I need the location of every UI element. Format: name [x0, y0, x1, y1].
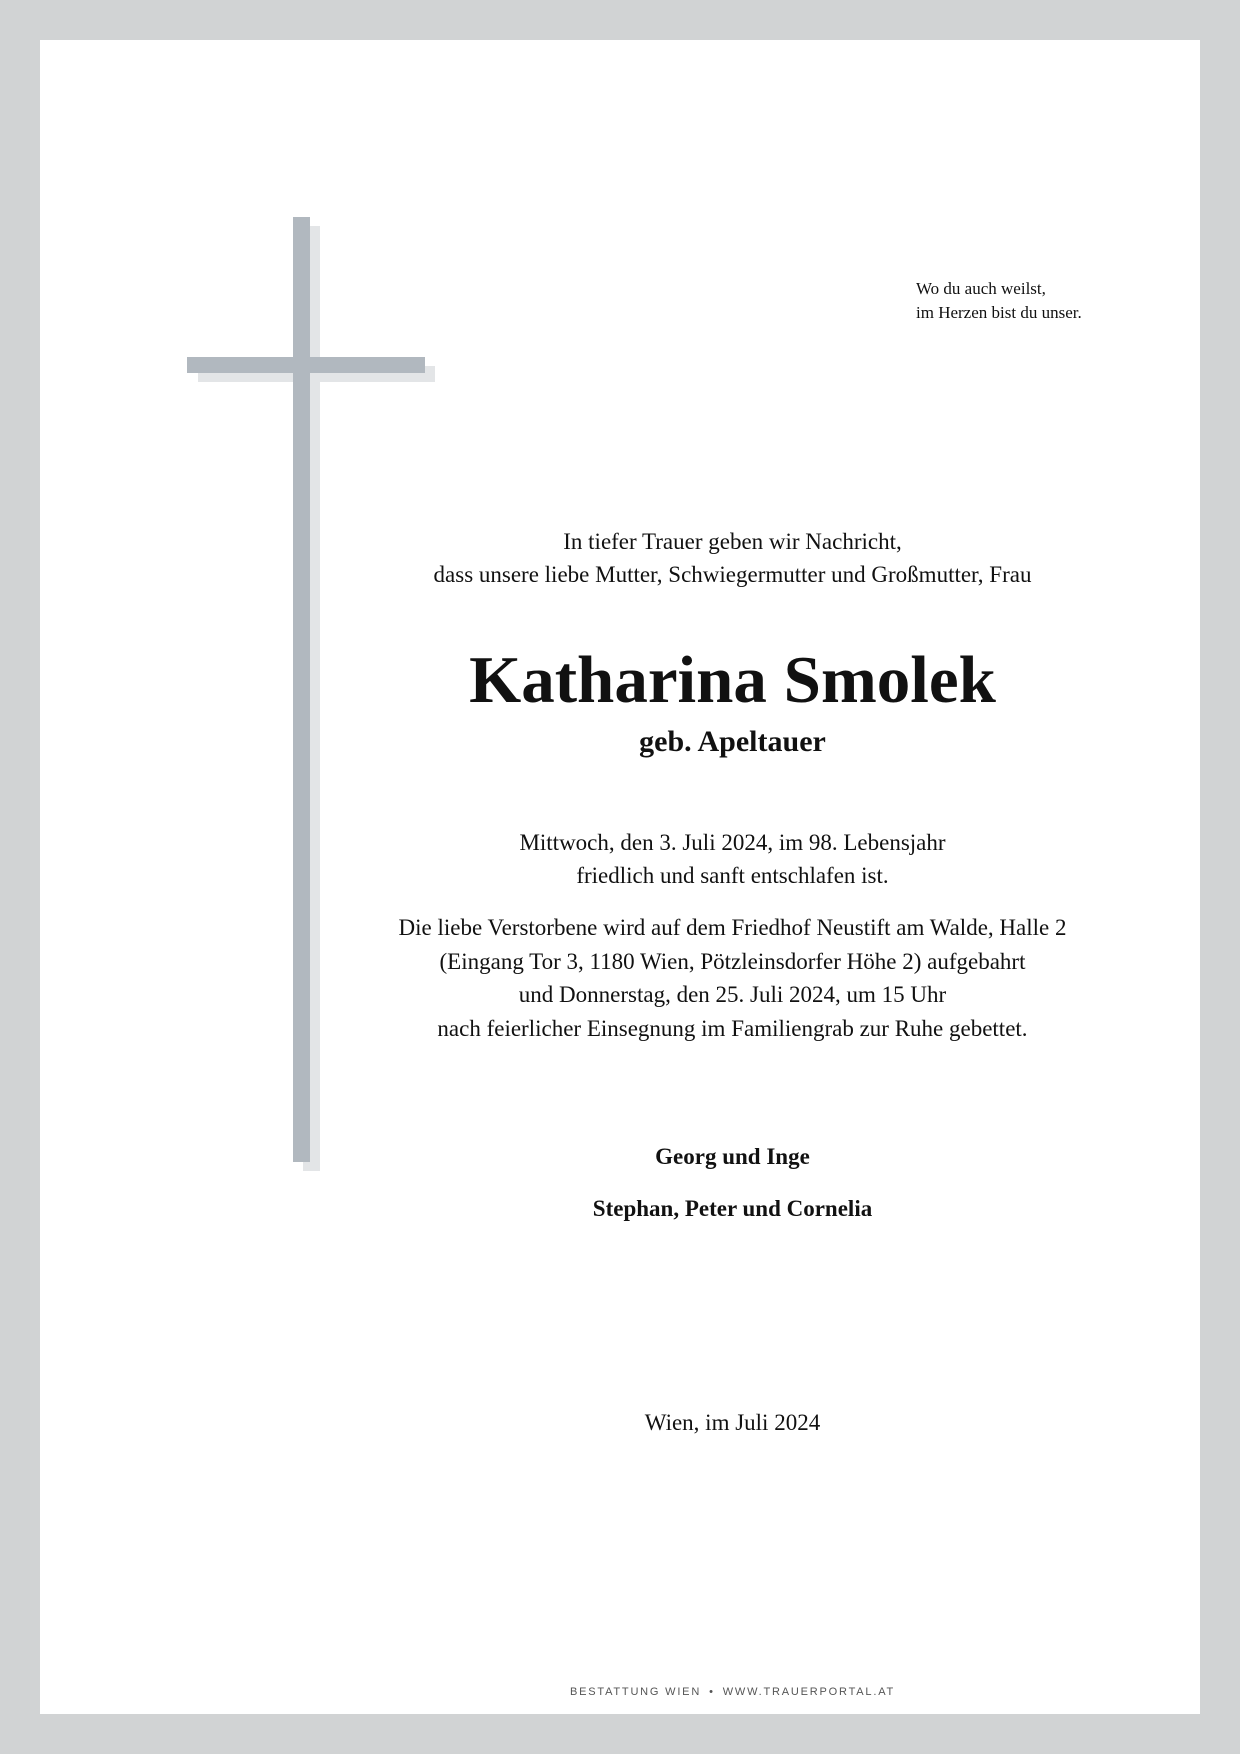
footer-website-link[interactable]: WWW.TRAUERPORTAL.AT — [722, 1686, 896, 1698]
mourners-line-1: Georg und Inge — [655, 1144, 810, 1169]
funeral-line: und Donnerstag, den 25. Juli 2024, um 15 Uhr — [518, 982, 947, 1007]
mourners-line-2: Stephan, Peter und Cornelia — [592, 1196, 873, 1221]
intro-line: In tiefer Trauer geben wir Nachricht, — [563, 529, 902, 554]
death-notice-line: Mittwoch, den 3. Juli 2024, im 98. Lebensjahr — [519, 830, 946, 855]
intro-line: dass unsere liebe Mutter, Schwiegermutter und Großmutter, Frau — [433, 562, 1032, 587]
place-and-date: Wien, im Juli 2024 — [644, 1410, 821, 1435]
birth-name: geb. Apeltauer — [639, 725, 826, 758]
funeral-line: Die liebe Verstorbene wird auf dem Friedhof Neustift am Walde, Halle 2 — [398, 915, 1067, 940]
motto-line: Wo du auch weilst, — [916, 279, 1046, 298]
funeral-line: (Eingang Tor 3, 1180 Wien, Pötzleinsdorfer Höhe 2) aufgebahrt — [439, 948, 1026, 974]
funeral-details — [330, 911, 1135, 1045]
footer — [330, 1686, 1135, 1698]
funeral-line: nach feierlicher Einsegnung im Familiengrab zur Ruhe gebettet. — [437, 1015, 1028, 1041]
footer-company: BESTATTUNG WIEN — [569, 1686, 702, 1698]
footer-separator: • — [709, 1686, 715, 1698]
death-notice — [330, 826, 1135, 892]
cross-icon-horizontal-beam — [187, 357, 425, 373]
motto-quote — [916, 277, 1082, 325]
death-notice-line: friedlich und sanft entschlafen ist. — [576, 863, 889, 888]
deceased-name: Katharina Smolek — [469, 643, 996, 717]
motto-line: im Herzen bist du unser. — [916, 303, 1082, 322]
intro-text — [330, 525, 1135, 591]
